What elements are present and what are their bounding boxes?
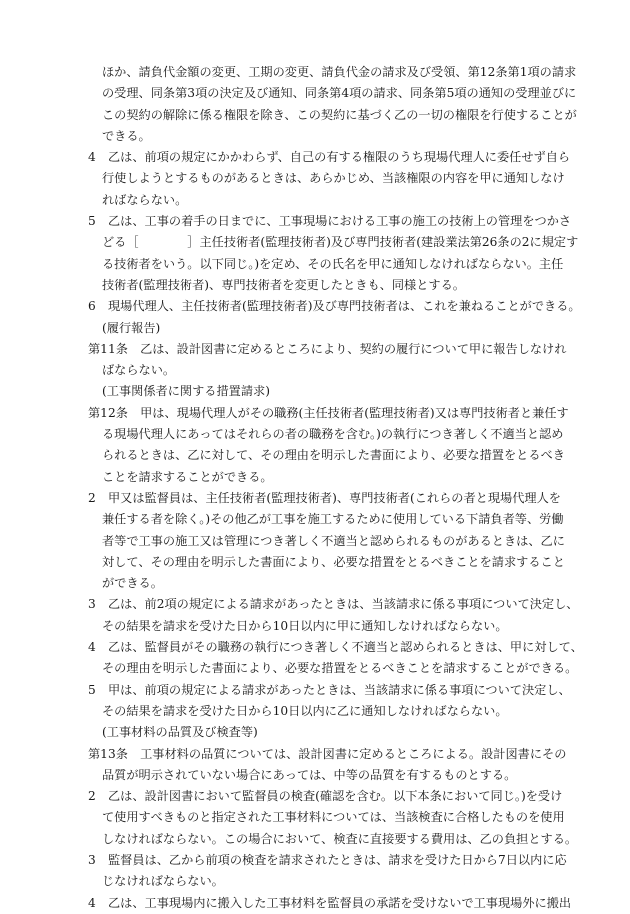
paragraph-start: 3 監督員は、乙から前項の検査を請求されたときは、請求を受けた日から7日以内に応 [88,852,567,867]
paragraph-start: 4 乙は、工事現場内に搬入した工事材料を監督員の承諾を受けないで工事現場外に搬出 [88,895,572,910]
text-line: しなければならない。この場合において、検査に直接要する費用は、乙の負担とする。 [102,831,578,846]
text-line: る技術者をいう。以下同じ。)を定め、その氏名を甲に通知しなければならない。主任 [102,256,564,271]
section-heading: (工事関係者に関する措置請求) [102,384,270,399]
text-line: その結果を請求を受けた日から10日以内に乙に通知しなければならない。 [102,703,508,718]
article-start: 第11条 乙は、設計図書に定めるところにより、契約の履行について甲に報告しなけれ [88,341,567,356]
text-line: できる。 [102,128,151,143]
paragraph-start: 5 乙は、工事の着手の日までに、工事現場における工事の施工の技術上の管理をつかさ [88,214,572,229]
text-line: じなければならない。 [102,874,224,889]
paragraph-start: 2 乙は、設計図書において監督員の検査(確認を含む。以下本条において同じ。)を受け [88,789,563,804]
paragraph-start: 2 甲又は監督員は、主任技術者(監理技術者)、専門技術者(これらの者と現場代理人を [88,490,561,505]
text-line: その結果を請求を受けた日から10日以内に甲に通知しなければならない。 [102,618,508,633]
section-heading: (履行報告) [102,320,161,335]
paragraph-start: 4 乙は、監督員がその職務の執行につき著しく不適当と認められるときは、甲に対して、 [88,640,583,655]
text-line: この契約の解除に係る権限を除き、この契約に基づく乙の一切の権限を行使することが [102,107,577,122]
text-line: ればならない。 [102,192,188,207]
text-line: る現場代理人にあってはそれらの者の職務を含む。)の執行につき著しく不適当と認め [102,427,564,442]
text-line: の受理、同条第3項の決定及び通知、同条第4項の請求、同条第5項の通知の受理並びに [102,86,577,101]
text-line: ことを請求することができる。 [102,469,273,484]
paragraph-start: 5 甲は、前項の規定による請求があったときは、当該請求に係る事項について決定し、 [88,682,571,697]
paragraph-start: 4 乙は、前項の規定にかかわらず、自己の有する権限のうち現場代理人に委任せず自ら [88,150,571,165]
text-line: 者等で工事の施工又は管理につき著しく不適当と認められるものがあるときは、乙に [102,533,565,548]
text-line: 兼任する者を除く。)その他乙が工事を施工するために使用している下請負者等、労働 [102,512,564,527]
paragraph-start: 6 現場代理人、主任技術者(監理技術者)及び専門技術者は、これを兼ねることができる。 [88,299,581,314]
paragraph-start: 3 乙は、前2項の規定による請求があったときは、当該請求に係る事項について決定し、 [88,597,579,612]
text-line: その理由を明示した書面により、必要な措置をとるべきことを請求することができる。 [102,661,578,676]
text-line: られるときは、乙に対して、その理由を明示した書面により、必要な措置をとるべき [102,448,565,463]
text-line: 品質が明示されていない場合にあっては、中等の品質を有するものとする。 [102,767,517,782]
text-line: ばならない。 [102,363,176,378]
text-line: て使用すべきものと指定された工事材料については、当該検査に合格したものを使用 [102,810,565,825]
text-line: 対して、その理由を明示した書面により、必要な措置をとるべきことを請求すること [102,554,565,569]
text-line: 技術者(監理技術者)、専門技術者を変更したときも、同様とする。 [102,277,465,292]
section-heading: (工事材料の品質及び検査等) [102,725,258,740]
article-start: 第12条 甲は、現場代理人がその職務(主任技術者(監理技術者)又は専門技術者と兼任す [88,405,569,420]
article-start: 第13条 工事材料の品質については、設計図書に定めるところによる。設計図書にその [88,746,567,761]
text-line: どる［ ］主任技術者(監理技術者)及び専門技術者(建設業法第26条の2に規定す [102,235,579,250]
text-line: ができる。 [102,576,163,591]
text-line: ほか、請負代金額の変更、工期の変更、請負代金の請求及び受領、第12条第1項の請求 [102,65,577,79]
text-line: 行使しようとするものがあるときは、あらかじめ、当該権限の内容を甲に通知しなけ [102,171,565,186]
